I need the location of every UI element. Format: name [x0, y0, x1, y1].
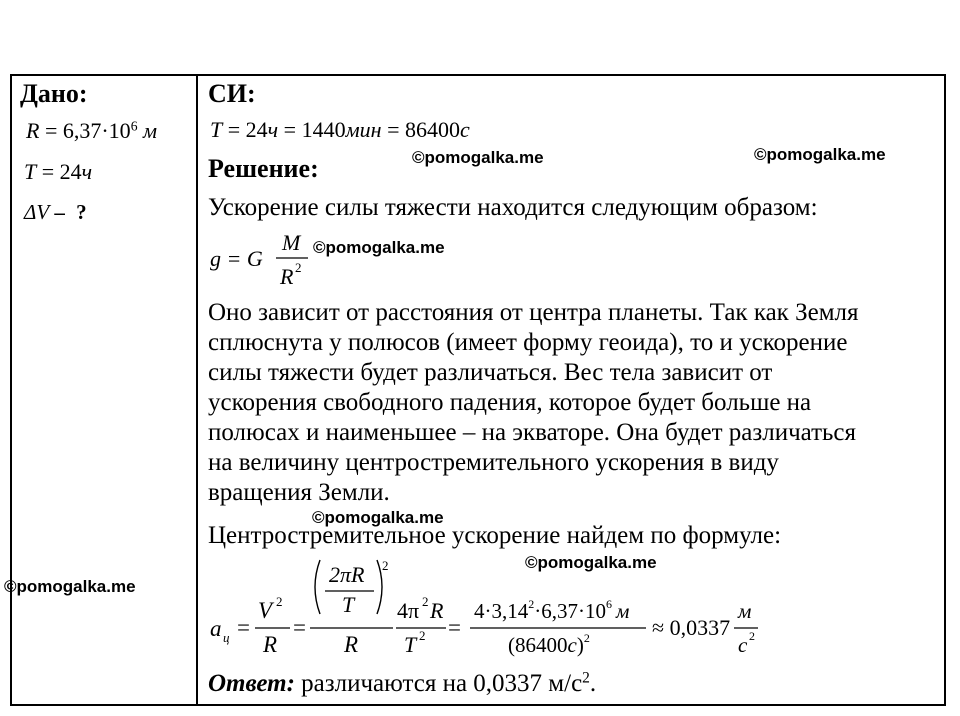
- given-radius-unit: м: [143, 118, 158, 143]
- answer-end: .: [589, 670, 597, 697]
- frac2-den: R: [344, 632, 359, 657]
- given-period-symbol: T: [24, 159, 37, 184]
- frac2-inner-den: T: [342, 592, 355, 617]
- gravity-formula-svg: [210, 230, 320, 290]
- answer-text: различаются на 0,0337 м/с: [301, 670, 583, 697]
- paragraph-line: Оно зависит от расстояния от центра планеты. Так как Земля: [208, 299, 859, 326]
- frac3-num-exp: 2: [422, 594, 429, 609]
- watermark: ©pomogalka.me: [754, 145, 886, 164]
- frac1-num-exp: 2: [276, 594, 283, 609]
- si-unit-seconds: с: [459, 117, 470, 142]
- find-dash: –: [54, 200, 65, 224]
- find-symbol: ΔV: [24, 200, 50, 224]
- si-unit-minutes: мин: [345, 117, 382, 142]
- gravity-formula-lhs: g = G: [210, 246, 263, 271]
- si-period-seconds: = 86400: [387, 117, 460, 142]
- given-title: Дано:: [20, 79, 88, 108]
- formula-eq-1: =: [237, 615, 250, 640]
- si-period-conversion: [210, 117, 470, 143]
- frac1-num: V: [258, 598, 273, 623]
- si-unit-hours: ч: [267, 117, 279, 142]
- paragraph-line: вращения Земли.: [208, 479, 390, 506]
- find-question: ?: [76, 200, 87, 224]
- given-period-value: = 24: [41, 159, 82, 184]
- explanation-paragraph: [208, 298, 859, 508]
- column-divider: [196, 74, 198, 706]
- si-period-minutes: = 1440: [283, 117, 346, 142]
- frac3-den: T: [404, 632, 417, 657]
- watermark: ©pomogalka.me: [313, 238, 445, 257]
- answer-label: Ответ:: [208, 670, 295, 697]
- gravity-formula-num: M: [282, 230, 301, 255]
- centripetal-formula-svg: [208, 556, 768, 662]
- answer-exp: 2: [582, 669, 590, 687]
- watermark: ©pomogalka.me: [312, 508, 444, 527]
- paragraph-line: силы тяжести будет различаться. Вес тела зависит от: [208, 359, 773, 386]
- frac4-num: $4\cdot 3,14^2\cdot 6,37\cdot 10^6$ м: [474, 597, 630, 623]
- paren-left: [315, 560, 320, 614]
- gravity-intro: Ускорение силы тяжести находится следующим образом:: [208, 194, 818, 221]
- formula-lhs-sub: ц: [223, 630, 230, 645]
- paragraph-line: ускорения свободного падения, которое будет больше на: [208, 389, 812, 416]
- find-quantity: [24, 200, 87, 225]
- frac2-inner-num: 2πR: [329, 562, 365, 587]
- gravity-formula-den: R: [280, 264, 294, 289]
- given-radius-exp: 6: [130, 118, 138, 134]
- formula-result: ≈ 0,0337: [652, 615, 731, 640]
- watermark: ©pomogalka.me: [4, 577, 136, 596]
- formula-eq-3: =: [448, 615, 461, 640]
- result-unit-num: м: [738, 599, 752, 623]
- frac3-num: 4π: [397, 598, 420, 623]
- given-period-unit: ч: [81, 159, 93, 184]
- given-radius-value: = 6,37·10: [44, 118, 131, 143]
- formula-lhs: a: [210, 616, 222, 641]
- solution-title: Решение:: [208, 154, 319, 183]
- paragraph-line: полюсах и наименьшее – на экваторе. Она будет различаться: [208, 419, 857, 446]
- centripetal-intro: Центростремительное ускорение найдем по формуле:: [208, 522, 782, 549]
- frac4-den: $(86400с)^2$: [508, 631, 590, 657]
- si-period-hours: = 24: [227, 117, 268, 142]
- gravity-formula-den-exp: 2: [295, 260, 302, 275]
- result-unit-den-exp: 2: [749, 629, 755, 643]
- paragraph-line: на величину центростремительного ускорения в виду: [208, 449, 779, 476]
- centripetal-formula: [208, 556, 768, 667]
- given-period: [24, 159, 92, 185]
- gravity-formula: [210, 230, 320, 295]
- frac2-outer-exp: 2: [382, 558, 389, 573]
- frac3-den-exp: 2: [419, 628, 426, 643]
- watermark: ©pomogalka.me: [525, 553, 657, 572]
- answer-line: [208, 669, 596, 699]
- frac3-num-tail: R: [430, 598, 444, 623]
- given-radius-symbol: R: [26, 118, 40, 143]
- formula-eq-2: =: [293, 615, 306, 640]
- result-unit-den: с: [738, 633, 748, 657]
- given-radius: [26, 118, 157, 144]
- paragraph-line: сплюснута у полюсов (имеет форму геоида), то и ускорение: [208, 329, 848, 356]
- si-title: СИ:: [208, 79, 256, 108]
- watermark: ©pomogalka.me: [412, 148, 544, 167]
- si-period-symbol: T: [210, 117, 223, 142]
- frac1-den: R: [263, 632, 278, 657]
